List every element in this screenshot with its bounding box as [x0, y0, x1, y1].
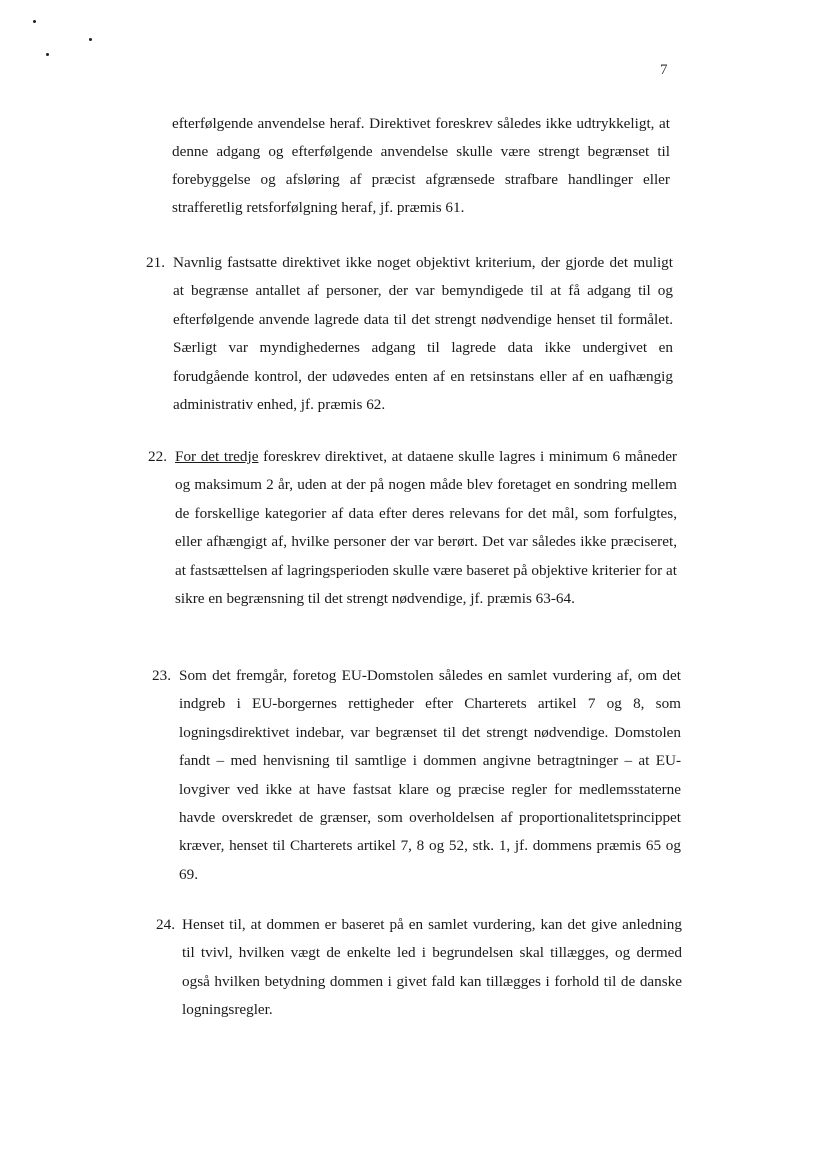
underlined-lead: For det tredje [175, 448, 259, 465]
paragraph-text: Navnlig fastsatte direktivet ikke noget objektivt kriterium, der gjorde det muligt at begrænse antallet af personer, der var bemyndigede til at få adgang til og efterfølgende anvende lagrede data til det strengt nødvendige henset til formålet. Særligt var myndighedernes adgang til lagrede data ikke undergivet en forudgående kontrol, der udøvedes enten af en retsinstans eller af en uafhængig administrativ enhed, jf. præmis 62. [173, 254, 673, 414]
paragraph-text: Som det fremgår, foretog EU-Domstolen således en samlet vurdering af, om det indgreb i EU-borgernes rettigheder efter Charterets artikel 7 og 8, som logningsdirektivet indebar, var begrænset til det strengt nødvendige. Domstolen fandt – med henvisning til samtlige i dommen angivne betragtninger – at EU-lovgiver ved ikke at have fastsat klare og præcise regler for medlemsstaterne havde overskredet de grænser, som overholdelsen af proportionalitetsprincippet kræver, henset til Charterets artikel 7, 8 og 52, stk. 1, jf. dommens præmis 65 og 69. [179, 667, 681, 883]
paragraph-number: 24. [156, 916, 175, 933]
paragraph-text [175, 443, 677, 613]
paragraph-number: 23. [152, 667, 171, 684]
paragraph-body: foreskrev direktivet, at dataene skulle lagres i minimum 6 måneder og maksimum 2 år, uden at der på nogen måde blev foretaget en sondring mellem de forskellige kategorier af data efter deres relevans for det mål, som forfulgtes, eller afhængigt af, hvilke personer der var berørt. Det var således ikke præciseret, at fastsættelsen af lagringsperioden skulle være baseret på objektive kriterier for at sikre en begrænsning til det strengt nødvendige, jf. præmis 63-64. [175, 448, 677, 608]
intro-paragraph: efterfølgende anvendelse heraf. Direktivet foreskrev således ikke udtrykkeligt, at denne adgang og efterfølgende anvendelse skulle være strengt begrænset til forebyggelse og afsløring af præcist afgrænsede strafbare handlinger eller strafferetlig retsforfølgning heraf, jf. præmis 61. [172, 115, 670, 216]
scan-speck [33, 20, 36, 23]
page-number: 7 [660, 62, 668, 78]
scan-speck [89, 38, 92, 41]
scan-speck [46, 53, 49, 56]
paragraph-number: 22. [148, 448, 167, 465]
paragraph-number: 21. [146, 254, 165, 271]
paragraph-text: Henset til, at dommen er baseret på en samlet vurdering, kan det give anledning til tvivl, hvilken vægt de enkelte led i begrundelsen skal tillægges, og dermed også hvilken betydning dommen i givet fald kan tillægges i forhold til de danske logningsregler. [182, 916, 682, 1019]
